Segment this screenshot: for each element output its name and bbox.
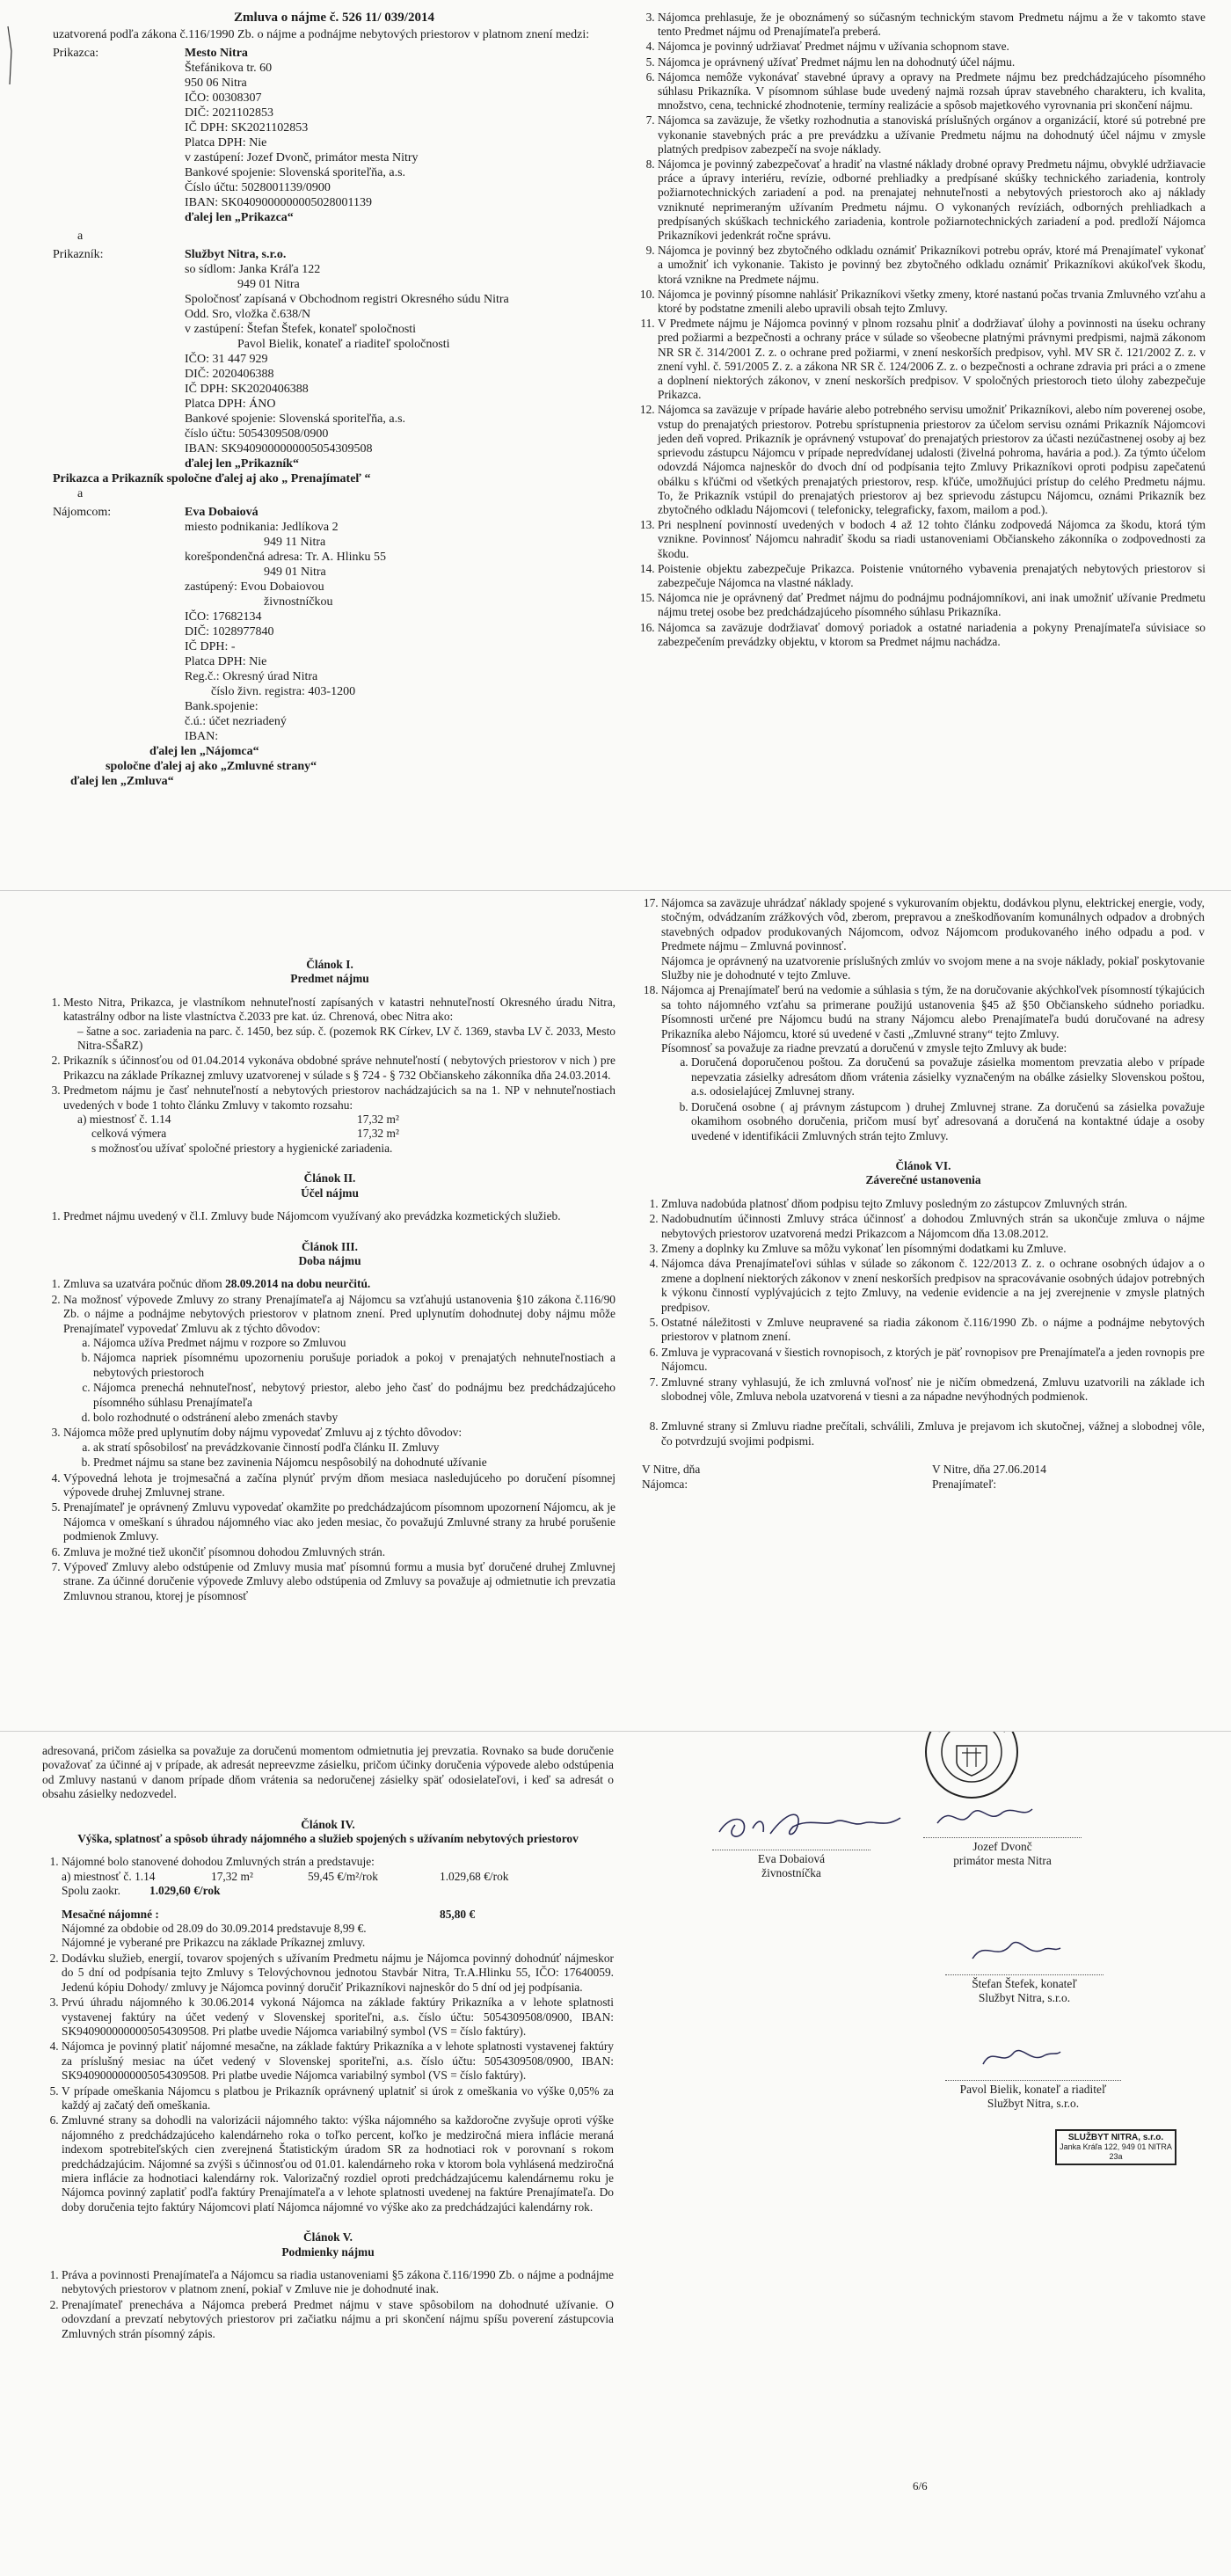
conjunction: a xyxy=(77,487,84,500)
sum-value: 1.029,60 €/rok xyxy=(149,1884,221,1898)
article-subtitle: Výška, splatnosť a spôsob úhrady nájomného a služieb spojených s užívaním nebytových priestorov xyxy=(77,1832,579,1846)
article-list xyxy=(44,1209,616,1223)
sub-paragraph: Písomnosť sa považuje za riadne prevzatú a doručenú v zmysle tejto Zmluvy ak bude: xyxy=(661,1041,1067,1055)
tenant-role: Nájomcom: xyxy=(53,506,112,519)
sub-item: d. bolo rozhodnuté o odstránení alebo zmenách stavby xyxy=(93,1411,616,1425)
landlord-line: 950 06 Nitra xyxy=(185,77,247,90)
tenant-line: korešpondenčná adresa: Tr. A. Hlinku 55 xyxy=(185,551,387,564)
manager-line: so sídlom: Janka Kráľa 122 xyxy=(185,263,321,276)
bielik-handwritten-signature xyxy=(976,2038,1064,2073)
tenant-block xyxy=(53,505,616,744)
list-item: 11. V Predmete nájmu je Nájomca povinný v plnom rozsahu plniť a dodržiavať úlohy a povinnosti na úseku ochrany pred požiarmi a bezpečnosti a ochrany práce v súlade so všeobecne platnými právnymi predpismi, najmä zákonom NR SR č. 314/2001 Z. z. o ochrane pred požiarmi, v znení neskorších predpisov, vyhl. MV SR č. 121/2002 Z. z. v znení vyhl. č. 591/2005 Z. z. a zákona NR SR č. 124/2006 Z. z. o bezpečnosti a ochrane zdravia pri práci a o zmene a doplnení niektorých zákonov, v znení neskorších predpisov. V spoločných priestoroch tieto úlohy zabezpečuje Prikazca. xyxy=(658,317,1206,402)
landlord-line: Štefánikova tr. 60 xyxy=(185,62,273,75)
article-list xyxy=(44,996,616,1156)
sub-item: b. Predmet nájmu sa stane bez zavinenia Nájomcu nespôsobilý na dohodnuté užívanie xyxy=(93,1456,616,1470)
sub-item: b. Doručená osobne ( aj právnym zástupcom ) druhej Zmluvnej strane. Za doručenú sa zásielka považuje okamihom osobného doručenia, pričom musí byť adresovaná a doručená na kontaktné údaje a osoby uvedené v identifikácii Zmluvných strán tejto Zmluvy. xyxy=(691,1100,1205,1143)
city-seal-stamp xyxy=(923,1731,1020,1800)
list-item: 3. Predmetom nájmu je časť nehnuteľností a nebytových priestorov nachádzajúcich sa na 1. NP v nehnuteľnostiach uvedených v bode 1 tohto článku Zmluvy v takomto rozsahu: a) miestnosť č. 1.14 17,32 m² celková výmera 17,32 m² s možnosťou užívať spoločné priestory a hygienické zariadenia. xyxy=(63,1084,616,1156)
place-date-right: V Nitre, dňa 27.06.2014 xyxy=(932,1463,1046,1477)
list-item: 18. Nájomca aj Prenajímateľ berú na vedomie a súhlasia s tým, že na doručovanie akýchkoľvek písomností týkajúcich sa tohto nájomného vzťahu sa primerane použijú ustanovenia §45 až §50 Občianskeho súdneho poriadku. Písomnosti určené pre Nájomcu budú na strany Nájomcu alebo Prenajímateľa budú doručované na adresy Prikazníka alebo Nájomcu, ktoré sú uvedené v časti „Zmluvné strany“ tejto Zmluvy. Písomnosť sa považuje za riadne prevzatú a doručenú v zmysle tejto Zmluvy ak bude: a. Doručená doporučenou poštou. Za doručenú sa považuje zásielka momentom prevzatia alebo v prípade nepevzatia zásielky adresátom dňom vrátenia zásielky vyznačeným na obálke zásielky Slovenskou poštou, a.s. odosielajúcej Zmluvnej strany. b. Doručená osobne ( aj právnym zástupcom ) druhej Zmluvnej strane. Za doručenú sa zásielka považuje okamihom osobného doručenia, pričom musí byť adresovaná a doručená na kontaktné údaje a osoby uvedené v identifikácii Zmluvných strán tejto Zmluvy. xyxy=(661,983,1205,1142)
article-title: Článok I. xyxy=(306,958,353,971)
list-item: 2. Nadobudnutím účinnosti Zmluvy stráca účinnosť a dohodou Zmluvných strán sa ukončuje zmluva o nájme nebytových priestorov uzatvorená medzi Prikazcom a Nájomcom dňa 13.08.2012. xyxy=(661,1212,1205,1241)
monthly-label: Mesačné nájomné : xyxy=(62,1907,159,1921)
manager-line: Bankové spojenie: Slovenská sporiteľňa, a.s. xyxy=(185,412,406,426)
obligations-list xyxy=(638,11,1206,649)
tenant-line: číslo živn. registra: 403-1200 xyxy=(211,685,356,698)
tenant-after: ďalej len „Zmluva“ xyxy=(70,775,174,788)
list-item: 3. Nájomca prehlasuje, že je oboznámený so súčasným technickým stavom Predmetu nájmu a že v takomto stave tento Predmet nájmu od Prenajímateľa preberá. xyxy=(658,11,1206,39)
tenant-line: Reg.č.: Okresný úrad Nitra xyxy=(185,670,318,683)
manager-line: IČ DPH: SK2020406388 xyxy=(185,383,309,396)
list-item: 1. Zmluva sa uzatvára počnúc dňom 28.09.2014 na dobu neurčitú. xyxy=(63,1277,616,1291)
list-item: 3. Prvú úhradu nájomného k 30.06.2014 vykoná Nájomca na základe faktúry Prikazníka a v lehote splatnosti vystavenej faktúry na účet vedený v Slovenskej sporiteľni, a.s. číslo účtu: 5054309508/0900, IBAN: SK9409000000005054309508. Pri platbe uvedie Nájomca variabilný symbol (VS = číslo faktúry). xyxy=(62,1996,614,2039)
list-item: 5. Nájomca je oprávnený užívať Predmet nájmu len na dohodnutý účel nájmu. xyxy=(658,55,1206,69)
list-item: 4. Výpovedná lehota je trojmesačná a začína plynúť prvým dňom mesiaca nasledujúceho po doručení písomnej výpovede druhej Zmluvnej strane. xyxy=(63,1471,616,1500)
landlord-line: ďalej len „Prikazca“ xyxy=(185,211,294,224)
list-item: 6. Zmluva je vypracovaná v šiestich rovnopisoch, z ktorých je päť rovnopisov pre Prenajímateľa a jeden rovnopis pre Nájomcu. xyxy=(661,1346,1205,1375)
tenant-line: IČO: 17682134 xyxy=(185,610,262,624)
prorate-note: Nájomné za obdobie od 28.09 do 30.09.2014 predstavuje 8,99 €. xyxy=(62,1922,367,1936)
tenant-line: IČ DPH: - xyxy=(185,640,236,653)
list-item: 9. Nájomca je povinný bez zbytočného odkladu oznámiť Prikazníkovi potrebu opráv, ktoré má Prenajímateľ vykonať a umožniť ich vykonanie. Takisto je povinný bez zbytočného odkladu oznámiť Prikazníkovi akúkoľvek škodu, ktorá vznikne na Predmete nájmu. xyxy=(658,244,1206,287)
tenant-signature-role: živnostníčka xyxy=(761,1866,821,1880)
article-subtitle: Účel nájmu xyxy=(301,1186,359,1200)
list-item: 5. Prenajímateľ je oprávnený Zmluvu vypovedať okamžite po predchádzajúcom písomnom upozornení Nájomcu, ak je Nájomca v omeškaní s úhradou nájomného viac ako jeden mesiac, čo považujú Zmluvné strany za hrubé porušenie podmienok Zmluvy. xyxy=(63,1500,616,1543)
contract-page-1 xyxy=(0,0,1231,890)
manager-line: Spoločnosť zapísaná v Obchodnom registri Okresného súdu Nitra xyxy=(185,293,509,306)
sum-label: Spolu zaokr. xyxy=(62,1884,120,1898)
margin-pen-mark xyxy=(5,25,16,86)
landlord-role: Prikazca: xyxy=(53,47,99,60)
tenant-line: IBAN: xyxy=(185,730,219,743)
tenant-line: č.ú.: účet nezriadený xyxy=(185,715,287,728)
role-left: Nájomca: xyxy=(642,1477,688,1491)
list-item: 14. Poistenie objektu zabezpečuje Prikazca. Poistenie vnútorného vybavenia prenajatých nebytových priestorov si zabezpečuje Nájomca na vlastné náklady. xyxy=(658,562,1206,590)
monthly-value: 85,80 € xyxy=(440,1907,476,1921)
rent-area: 17,32 m² xyxy=(211,1869,253,1883)
article-title: Článok V. xyxy=(302,2230,353,2244)
article-subtitle: Predmet nájmu xyxy=(290,972,369,986)
article-list xyxy=(642,1197,1205,1449)
room-label: celková výmera xyxy=(91,1127,167,1141)
manager-line: ďalej len „Prikazník“ xyxy=(185,457,300,471)
article-subtitle: Záverečné ustanovenia xyxy=(865,1173,981,1187)
landlord-line: Číslo účtu: 5028001139/0900 xyxy=(185,181,331,194)
landlord-line: IČ DPH: SK2021102853 xyxy=(185,121,309,135)
tenant-line: DIČ: 1028977840 xyxy=(185,625,274,639)
manager-line: IČO: 31 447 929 xyxy=(185,353,268,366)
reasons-list xyxy=(63,1336,616,1425)
bielik-signature-org: Službyt Nitra, s.r.o. xyxy=(987,2097,1080,2111)
sub-item: a. Nájomca užíva Predmet nájmu v rozpore so Zmluvou xyxy=(93,1336,616,1350)
list-item: 3. Zmeny a doplnky ku Zmluve sa môžu vykonať len písomnými dodatkami ku Zmluve. xyxy=(661,1242,1205,1256)
sum-row xyxy=(62,1884,614,1898)
sefek-signature xyxy=(945,1974,1104,2006)
list-item: 8. Nájomca je povinný zabezpečovať a hradiť na vlastné náklady drobné opravy Predmetu nájmu, obvyklé udržiavacie práce a úpravy interiéru, revízie, odborné prehliadky a predpísané skúšky technického zariadenia, kontroly požiarnotechnických zariadení a pod. na prenajatej nehnuteľnosti a nebytových priestoroch ako aj náklady vzniknuté neprimeraným užívaním Predmetu nájmu. O vykonaných revíziách, odborných prehliadkach a predpísaných skúškach technického zariadenia, kontrole požiarnotechnických zariadení a pod. predloží Nájomca Prikazníkovi jedenkrát ročne správu. xyxy=(658,157,1206,243)
article-list xyxy=(42,1855,614,2215)
list-item: 12. Nájomca sa zaväzuje v prípade havárie alebo potrebného servisu umožniť Prikazníkovi, alebo ním poverenej osobe, vstup do prenajatých priestorov. Potrebu sprístupnenia priestorov za účelom servisu oznámi Prikazník Nájomcovi jeden deň vopred. Prikazník je oprávnený vstupovať do prenajatých priestorov za účasti nezúčastnenej osoby aj bez sprievodu zástupcu Nájomcu v prípade nepredvídanej udalosti (živelná pohroma, havária a pod.). Za týmto účelom odovzdá Nájomca najneskôr do dvoch dní od podpísania tejto Zmluvy Prikazníkovi oproti podpisu zapečatenú obálku s kľúčmi od všetkých prenajatých priestorov, resp. kľúče, umožňujúci prístup do celého Predmetu nájmu. To, že Prikazník vstúpil do prenajatých priestorov aj bez sprievodu zástupcu Nájomcu, oznámi Prikazník bez zbytočného odkladu Nájomcovi ( telefonicky, telegraficky, faxom, mailom a pod.). xyxy=(658,403,1206,517)
article-subtitle: Doba nájmu xyxy=(298,1253,361,1267)
contract-page-2 xyxy=(0,890,1231,1731)
start-date: 28.09.2014 na dobu neurčitú. xyxy=(225,1277,371,1291)
article-list xyxy=(642,896,1205,1143)
party-column xyxy=(53,11,616,789)
tenant-line: Bank.spojenie: xyxy=(185,700,259,713)
bielik-signature-name: Pavol Bielik, konateľ a riaditeľ xyxy=(945,2080,1121,2097)
tenant-line: zastúpený: Evou Dobaiovou xyxy=(185,580,324,594)
tenant-line: 949 01 Nitra xyxy=(264,566,326,579)
list-item: 2. Prenajímateľ prenecháva a Nájomca preberá Predmet nájmu v stave spôsobilom na dohodnuté užívanie. O odovzdaní a prevzatí nebytových priestorov pri začiatku nájmu a pri skončení nájmu spíšu poverení zástupcovia Zmluvných strán písomný zápis. xyxy=(62,2298,614,2341)
room-note: s možnosťou užívať spoločné priestory a hygienické zariadenia. xyxy=(91,1141,393,1155)
tenant-line: miesto podnikania: Jedlíkova 2 xyxy=(185,521,339,534)
rent-label: a) miestnosť č. 1.14 xyxy=(62,1869,156,1883)
company-stamp: SLUŽBYT NITRA, s.r.o. Janka Kráľa 122, 949 01 NITRA 23a xyxy=(1055,2129,1176,2165)
list-item: 2. Prikazník s účinnosťou od 01.04.2014 vykonáva obdobné správe nehnuteľností ( nebytových priestorov v nich ) pre Prikazcu na základe Príkaznej zmluvy uzatvorenej v súlade s § 724 - § 732 Občianskeho zákonníka dňa 24.03.2014. xyxy=(63,1054,616,1083)
landlord-line: v zastúpení: Jozef Dvonč, primátor mesta Nitry xyxy=(185,151,419,164)
manager-line: číslo účtu: 5054309508/0900 xyxy=(185,427,329,441)
list-item: 1. Zmluva nadobúda platnosť dňom podpisu tejto Zmluvy posledným zo zástupcov Zmluvných strán. xyxy=(661,1197,1205,1211)
list-item: 6. Zmluvné strany sa dohodli na valorizácii nájomného takto: výška nájomného sa každoročne zvyšuje oproti výške nájomného z predchádzajúceho kalendárneho roka o toľko percent, koľko je medziročná miera inflácie meraná indexom spotrebiteľských cien zverejnená Štatistickým úradom SR za hodnotiaci rok v porovnaní s rokom predchádzajúcim. Nájomné sa zvýši s účinnosťou od 01.01. kalendárneho roka v ktorom bola vyhlásená medziročná miera inflácie za hodnotiaci kalendárny rok. Valorizačný rozdiel oproti predchádzajúcemu kalendárnemu roku je Nájomca povinný zaplatiť podľa faktúry Prenajímateľa a v lehote splatnosti uvedenej na faktúre Prenajímateľa. Do doby doručenia tejto faktúry Nájomcovi platí Nájomca nájomné vo výške ako za predchádzajúci kalendárny rok. xyxy=(62,2113,614,2215)
sefek-signature-name: Štefan Štefek, konateľ xyxy=(945,1974,1104,1991)
continued-paragraph: adresovaná, pričom zásielka sa považuje za doručenú momentom odmietnutia jej prevzatia. Rovnako sa bude doručenie považovať za účinné aj v prípade, ak adresát nepreevzme zásielku, pričom účinky doručenia výpovede alebo odstúpenia od Zmluvy nastanú v danom prípade dňom vrátenia sa nedoručenej zásielky späť odosielateľovi, i keď sa adresát o obsahu zásielky nedozvedel. xyxy=(42,1744,614,1801)
list-item: 7. Zmluvné strany vyhlasujú, že ich zmluvná voľnosť nie je ničím obmedzená, Zmluvu uzatvorili na základe ich slobodnej vôle, Zmluva nebola uzatvorená v tiesni a za nápadne nevýhodných podmienok. xyxy=(661,1376,1205,1405)
list-item: 4. Nájomca je povinný udržiavať Predmet nájmu v užívania schopnom stave. xyxy=(658,40,1206,54)
room-value: 17,32 m² xyxy=(357,1113,399,1127)
room-label: a) miestnosť č. 1.14 xyxy=(77,1113,171,1127)
list-item: 1. Mesto Nitra, Prikazca, je vlastníkom nehnuteľností zapísaných v katastri nehnuteľností Okresného úradu Nitra, katastrálny odbor na liste vlastníctva č.2033 pre kat. úz. Chrenová, obec Nitra ako: – šatne a soc. zariadenia na parc. č. 1450, bez súp. č. (pozemok RK Církev, LV č. 1369, stavba LV č. 2033, Mesto Nitra-SŠaRZ) xyxy=(63,996,616,1054)
list-item: 5. Ostatné náležitosti v Zmluve neupravené sa riadia zákonom č.116/1990 Zb. o nájme a podnájme nebytových priestorov v platnom znení. xyxy=(661,1316,1205,1345)
sub-item: a. Doručená doporučenou poštou. Za doručenú sa považuje zásielka momentom prevzatia alebo v prípade nepevzatia zásielky adresátom dňom vrátenia zásielky vyznačeným na obálke zásielky Slovenskou poštou, a.s. odosielajúcej Zmluvnej strany. xyxy=(691,1055,1205,1098)
mayor-signature-name: Jozef Dvonč xyxy=(923,1837,1082,1854)
tenant-after: spoločne ďalej aj ako „Zmluvné strany“ xyxy=(106,760,317,773)
manager-line: Pavol Bielik, konateľ a riaditeľ spoločnosti xyxy=(237,338,450,351)
tenant-signature-name: Eva Dobaiová xyxy=(712,1850,870,1866)
list-item: 8. Zmluvné strany si Zmluvu riadne prečítali, schválili, Zmluva je prejavom ich skutočnej, vážnej a slobodnej vôle, čo potvrdzujú svojimi podpismi. xyxy=(661,1419,1205,1449)
sub-item: šatne a soc. zariadenia na parc. č. 1450, bez súp. č. (pozemok RK Církev, LV č. 1369, stavba LV č. 2033, Mesto Nitra-SŠaRZ) xyxy=(77,1024,616,1053)
sub-item: b. Nájomca napriek písomnému upozorneniu porušuje poriadok a pokoj v prenajatých nehnuteľnostiach a nebytových priestoroch xyxy=(93,1351,616,1380)
rent-column xyxy=(42,1740,614,2342)
article-list xyxy=(44,1277,616,1603)
landlord-block xyxy=(53,46,616,225)
list-item: 7. Nájomca sa zaväzuje, že všetky rozhodnutia a stanoviská príslušných orgánov a organizácií, ktoré sú potrebné pre vykonanie stavebných prác a pre prevádzku a užívanie Predmetu nájmu na dohodnutý účel nájmu v zmysle platných predpisov zabezpečí na svoje náklady. xyxy=(658,113,1206,157)
mayor-handwritten-signature xyxy=(932,1799,1038,1834)
together-clause: Prikazca a Prikazník spoločne ďalej aj ako „ Prenajímateľ “ xyxy=(53,472,371,485)
list-item: 15. Nájomca nie je oprávnený dať Predmet nájmu do podnájmu podnájomníkovi, ani inak umožniť užívanie Predmetu nájmu tretej osobe bez predchádzajúceho písomného súhlasu Prikazníka. xyxy=(658,591,1206,619)
final-provisions-column xyxy=(642,896,1205,1492)
list-item: 13. Pri nesplnení povinností uvedených v bodoch 4 až 12 tohto článku zodpovedá Nájomca za škodu, ktorá tým vznikne. Povinnosť Nájomcu nahradiť škodu sa riadi ustanoveniami Občianskeho zákonníka o zodpovednosti za škodu. xyxy=(658,518,1206,561)
manager-name: Službyt Nitra, s.r.o. xyxy=(185,248,287,261)
tenant-line: Platca DPH: Nie xyxy=(185,655,267,668)
room-value: 17,32 m² xyxy=(357,1127,399,1141)
contract-intro: uzatvorená podľa zákona č.116/1990 Zb. o nájme a podnájme nebytových priestorov v platnom znení medzi: xyxy=(53,28,590,41)
conjunction: a xyxy=(77,230,84,243)
article-list xyxy=(42,2268,614,2341)
landlord-line: DIČ: 2021102853 xyxy=(185,106,273,120)
mayor-signature-role: primátor mesta Nitra xyxy=(953,1854,1052,1868)
landlord-line: IČO: 00308307 xyxy=(185,91,262,105)
rent-total: 1.029,68 €/rok xyxy=(440,1869,509,1883)
obligations-column xyxy=(638,11,1206,650)
list-item: 7. Výpoveď Zmluvy alebo odstúpenie od Zmluvy musia mať písomnú formu a musia byť doručené druhej Zmluvnej strane. Za účinné doručenie výpovede Zmluvy alebo odstúpenia od Zmluvy sa považuje aj odmietnutie ich prevzatia Zmluvnou stranou, ktorej je písomnosť xyxy=(63,1560,616,1603)
rent-row xyxy=(62,1870,614,1884)
article-title: Článok VI. xyxy=(895,1158,951,1172)
tenant-handwritten-signature xyxy=(712,1802,914,1846)
monthly-row xyxy=(62,1908,614,1922)
article-title: Článok IV. xyxy=(301,1817,355,1831)
article-title: Článok III. xyxy=(301,1239,358,1253)
list-item: 1. Predmet nájmu uvedený v čl.I. Zmluvy bude Nájomcom využívaný ako prevádzka kozmetických služieb. xyxy=(63,1209,616,1223)
list-item: 3. Nájomca môže pred uplynutím doby nájmu vypovedať Zmluvu aj z týchto dôvodov: a. ak stratí spôsobilosť na prevádzkovanie činností podľa článku II. Zmluvy b. Predmet nájmu sa stane bez zavinenia Nájomcu nespôsobilý na dohodnuté užívanie xyxy=(63,1426,616,1470)
sefek-signature-org: Službyt Nitra, s.r.o. xyxy=(978,1991,1071,2005)
manager-line: DIČ: 2020406388 xyxy=(185,368,274,381)
manager-line: Platca DPH: ÁNO xyxy=(185,398,276,411)
landlord-name: Mesto Nitra xyxy=(185,47,248,60)
sefek-handwritten-signature xyxy=(967,1932,1064,1967)
list-item: 2. Dodávku služieb, energií, tovarov spojených s užívaním Predmetu nájmu je Nájomca povinný dohodnúť nájmeskor do 5 dní od podpísania tejto Zmluvy s Telovýchovnou jednotou Stavbár Nitra, Tr.A.Hlinku 55, IČO: 17640059. Jedenú kópiu Dohody/ zmluvy je Nájomca povinný doručiť Prikazníkovi najneskôr do 5 dní od jej podpísania. xyxy=(62,1952,614,1995)
list-item: 1. Nájomné bolo stanovené dohodou Zmluvných strán a predstavuje: a) miestnosť č. 1.14 17,32 m² 59,45 €/m²/rok 1.029,68 €/rok Spolu zaokr. 1.029,60 €/rok Mesačné nájomné : 85,80 € Nájomné za obdobie od 28.09 do 30.09.2014 predstavuje 8,99 €. Nájomné je vyberané pre Prikazcu na základe Príkaznej zmluvy. xyxy=(62,1855,614,1950)
delivery-list xyxy=(661,1055,1205,1142)
mayor-signature xyxy=(923,1837,1082,1869)
list-item: 10. Nájomca je povinný písomne nahlásiť Prikazníkovi všetky zmeny, ktoré nastanú počas trvania Zmluvného vzťahu a ktoré by podstatne zmenili alebo upravili obsah tejto Zmluvy. xyxy=(658,288,1206,316)
landlord-line: IBAN: SK0409000000005028001139 xyxy=(185,196,372,209)
contract-page-3 xyxy=(0,1731,1231,2576)
manager-role: Prikazník: xyxy=(53,248,104,261)
landlord-line: Platca DPH: Nie xyxy=(185,136,267,150)
manager-block xyxy=(53,247,616,471)
list-item: 5. V prípade omeškania Nájomcu s platbou je Prikazník oprávnený uplatniť si úrok z omeškania vo výške 0,05% za každý aj začatý deň omeškania. xyxy=(62,2084,614,2113)
bielik-signature xyxy=(945,2080,1121,2112)
list-item: 2. Na možnosť výpovede Zmluvy zo strany Prenajímateľa aj Nájomcu sa vzťahujú ustanovenia §10 zákona č.116/90 Zb. o nájme a podnájme nebytových priestorov v platnom znení. Pred uplynutím dohodnutej doby nájmu môže Prenajímateľ vypovedať Zmluvu ak z týchto dôvodov: a. Nájomca užíva Predmet nájmu v rozpore so Zmluvou b. Nájomca napriek písomnému upozorneniu porušuje poriadok a pokoj v prenajatých nehnuteľnostiach a nebytových priestoroch c. Nájomca prenechá nehnuteľnosť, nebytový priestor, alebo jeho časť do podnájmu bez predchádzajúceho písomného súhlasu Prenajímateľa d. bolo rozhodnuté o odstránení alebo zmenách stavby xyxy=(63,1293,616,1426)
list-item: 6. Zmluva je možné tiež ukončiť písomnou dohodou Zmluvných strán. xyxy=(63,1545,616,1559)
list-item: 4. Nájomca dáva Prenajímateľovi súhlas v súlade so zákonom č. 122/2013 Z. z. o ochrane osobných údajov a o zmene a doplnení niektorých zákonov v znení neskorších predpisov na spracovávanie osobných údajov potrebných k výkonu činností vyplývajúcich z tejto Zmluvy, na vedenie evidencie a na jej zverejnenie v zmysle platných predpisov. xyxy=(661,1257,1205,1315)
rent-rate: 59,45 €/m²/rok xyxy=(308,1869,378,1883)
sub-item: a. ak stratí spôsobilosť na prevádzkovanie činností podľa článku II. Zmluvy xyxy=(93,1441,616,1455)
reasons-list xyxy=(63,1441,616,1470)
tenant-after: ďalej len „Nájomca“ xyxy=(149,745,259,758)
sub-paragraph: Nájomca je oprávnený na uzatvorenie príslušných zmlúv vo svojom mene a na svoje náklady, pokiaľ poskytovanie Služby nie je dohodnuté v tejto Zmluve. xyxy=(661,953,1205,982)
articles-column xyxy=(44,942,616,1604)
tenant-signature xyxy=(712,1850,870,1881)
landlord-line: Bankové spojenie: Slovenská sporiteľňa, a.s. xyxy=(185,166,406,179)
manager-line: IBAN: SK9409000000005054309508 xyxy=(185,442,373,456)
tenant-name: Eva Dobaiová xyxy=(185,506,259,519)
article-title: Článok II. xyxy=(303,1171,356,1186)
tenant-line: 949 11 Nitra xyxy=(264,536,326,549)
list-item: 6. Nájomca nemôže vykonávať stavebné úpravy a opravy na Predmete nájmu bez predchádzajúceho písomného súhlasu Prikazníka. V písomnom súhlase bude uvedený najmä rozsah úprav stavebného charakteru, ich kvalita, množstvo, cena, technické zhodnotenie, termíny realizácie a spôsob majetkového vyrovnania pri skončení nájmu. xyxy=(658,70,1206,113)
article-subtitle: Podmienky nájmu xyxy=(281,2244,375,2259)
list-item: 1. Práva a povinnosti Prenajímateľa a Nájomcu sa riadia ustanoveniami §5 zákona č.116/1990 Zb. o nájme a podnájme nebytových priestorov v platnom znení, pokiaľ v Zmluve nie je dohodnuté inak. xyxy=(62,2268,614,2297)
place-date-left: V Nitre, dňa xyxy=(642,1463,701,1477)
signature-place-row xyxy=(642,1463,1205,1492)
page-number: 6/6 xyxy=(913,2479,928,2492)
svg-text:MESTO NITRA xyxy=(930,1731,1013,1734)
manager-line: 949 01 Nitra xyxy=(237,278,300,291)
list-item: 4. Nájomca je povinný platiť nájomné mesačne, na základe faktúry Prikazníka a v lehote splatnosti vystavenej faktúry za príslušný mesiac na účet vedený v Slovenskej sporiteľni, a.s. číslo účtu: 5054309508/0900, IBAN: SK9409000000005054309508. Pri platbe uvedie Nájomca variabilný symbol (VS = číslo faktúry). xyxy=(62,2040,614,2083)
role-right: Prenajímateľ: xyxy=(932,1477,997,1491)
contract-title: Zmluva o nájme č. 526 11/ 039/2014 xyxy=(234,11,434,25)
prorate-note: Nájomné je vyberané pre Prikazcu na základe Príkaznej zmluvy. xyxy=(62,1936,366,1950)
manager-line: v zastúpení: Štefan Štefek, konateľ spoločnosti xyxy=(185,323,417,336)
list-item: 17. Nájomca sa zaväzuje uhrádzať náklady spojené s vykurovaním objektu, dodávkou plynu, elektrickej energie, vody, stočným, odvádzaním zrážkových vôd, zberom, prepravou a zneškodňovaním komunálnych odpadov a drobných stavebných odpadov produkovaných Nájomcom, odvoz Nájomcom produkovaného iného odpadu a pod. v Predmete nájmu – Zmluvná povinnosť. Nájomca je oprávnený na uzatvorenie príslušných zmlúv vo svojom mene a na svoje náklady, pokiaľ poskytovanie Služby nie je dohodnuté v tejto Zmluve. xyxy=(661,896,1205,982)
sub-item: c. Nájomca prenechá nehnuteľnosť, nebytový priestor, alebo jeho časť do podnájmu bez predchádzajúceho písomného súhlasu Prenajímateľa xyxy=(93,1381,616,1410)
list-item: 16. Nájomca sa zaväzuje dodržiavať domový poriadok a ostatné nariadenia a pokyny Prenajímateľa súvisiace so zabezpečením prevádzky objektu, v ktorom sa Predmet nájmu nachádza. xyxy=(658,621,1206,649)
tenant-line: živnostníčkou xyxy=(264,595,333,609)
manager-line: Odd. Sro, vložka č.638/N xyxy=(185,308,311,321)
